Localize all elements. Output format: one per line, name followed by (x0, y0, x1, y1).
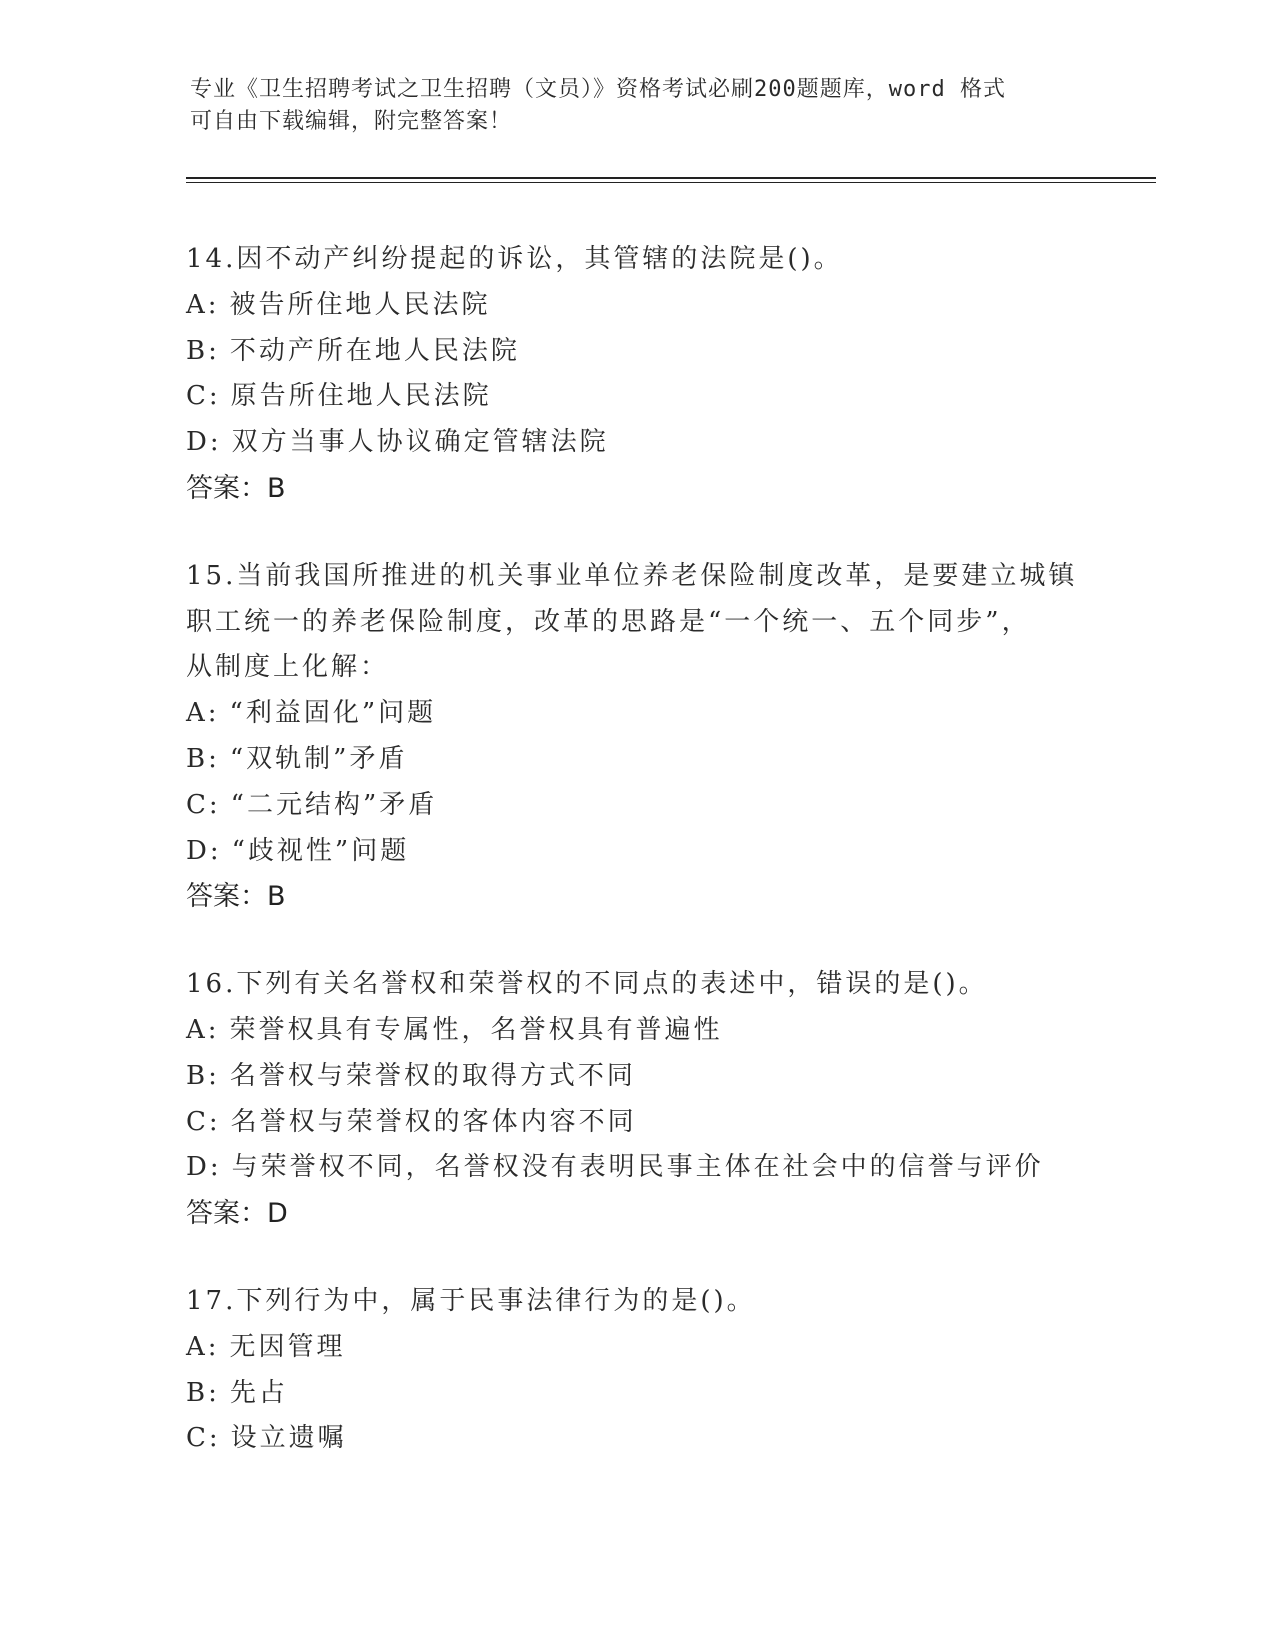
option-text: 无因管理 (229, 1331, 346, 1362)
option-letter: C: (186, 1106, 221, 1137)
option-text: “歧视性”问题 (231, 835, 410, 866)
option-letter: A: (186, 1014, 220, 1045)
option-text: 名誉权与荣誉权的客体内容不同 (230, 1106, 637, 1137)
option-a (186, 691, 1086, 737)
option-text: 荣誉权具有专属性，名誉权具有普遍性 (229, 1014, 723, 1045)
option-letter: D: (186, 835, 222, 866)
option-letter: A: (186, 698, 220, 729)
option-text: 双方当事人协议确定管辖法院 (231, 427, 609, 458)
stem-line: 17.下列行为中，属于民事法律行为的是()。 (186, 1285, 756, 1316)
option-b (186, 1054, 1086, 1100)
option-text: 被告所住地人民法院 (229, 289, 491, 320)
question-stem (186, 962, 1086, 1008)
question-list (186, 237, 1086, 1504)
option-a (186, 1325, 1086, 1371)
option-letter: C: (186, 789, 221, 820)
option-letter: D: (186, 1152, 222, 1183)
document-header (190, 74, 1090, 138)
stem-line: 从制度上化解： (186, 652, 390, 683)
option-text: 与荣誉权不同，名誉权没有表明民事主体在社会中的信誉与评价 (231, 1152, 1044, 1183)
option-letter: B: (186, 335, 220, 366)
option-text: “利益固化”问题 (229, 698, 437, 729)
option-text: “二元结构”矛盾 (230, 789, 438, 820)
option-a (186, 1008, 1086, 1054)
question-stem (186, 1279, 1086, 1325)
stem-line: 16.下列有关名誉权和荣誉权的不同点的表述中，错误的是()。 (186, 969, 988, 1000)
option-text: “双轨制”矛盾 (229, 743, 408, 774)
option-c (186, 1416, 1086, 1462)
answer-line: 答案：B (186, 881, 286, 913)
option-letter: C: (186, 1423, 221, 1454)
option-c (186, 1100, 1086, 1146)
option-c (186, 374, 1086, 420)
option-text: 先占 (229, 1377, 288, 1408)
option-b (186, 737, 1086, 783)
option-d (186, 420, 1086, 466)
option-letter: B: (186, 743, 220, 774)
answer-line: 答案：B (186, 472, 286, 504)
option-letter: A: (186, 289, 220, 320)
header-line-1: 专业《卫生招聘考试之卫生招聘（文员）》资格考试必刷200题题库，word 格式 (190, 77, 1006, 102)
question-stem (186, 554, 1086, 691)
question-16 (186, 962, 1086, 1237)
option-text: 不动产所在地人民法院 (229, 335, 520, 366)
option-letter: B: (186, 1060, 220, 1091)
option-text: 名誉权与荣誉权的取得方式不同 (229, 1060, 636, 1091)
option-b (186, 329, 1086, 375)
question-stem (186, 237, 1086, 283)
option-text: 原告所住地人民法院 (230, 381, 492, 412)
answer-line: 答案：D (186, 1198, 288, 1230)
option-a (186, 283, 1086, 329)
option-b (186, 1371, 1086, 1417)
header-divider-thin (186, 182, 1156, 183)
option-text: 设立遗嘱 (230, 1423, 347, 1454)
option-d (186, 1145, 1086, 1191)
option-letter: C: (186, 381, 221, 412)
header-line-2: 可自由下载编辑，附完整答案！ (190, 109, 513, 134)
header-divider-thick (186, 177, 1156, 179)
option-letter: A: (186, 1331, 220, 1362)
question-15 (186, 554, 1086, 920)
stem-line: 职工统一的养老保险制度，改革的思路是“一个统一、五个同步”， (186, 606, 1031, 637)
option-d (186, 829, 1086, 875)
option-letter: D: (186, 427, 222, 458)
question-14 (186, 237, 1086, 512)
option-letter: B: (186, 1377, 220, 1408)
question-17 (186, 1279, 1086, 1462)
option-c (186, 783, 1086, 829)
stem-line: 15.当前我国所推进的机关事业单位养老保险制度改革，是要建立城镇 (186, 560, 1078, 591)
stem-line: 14.因不动产纠纷提起的诉讼，其管辖的法院是()。 (186, 244, 843, 274)
